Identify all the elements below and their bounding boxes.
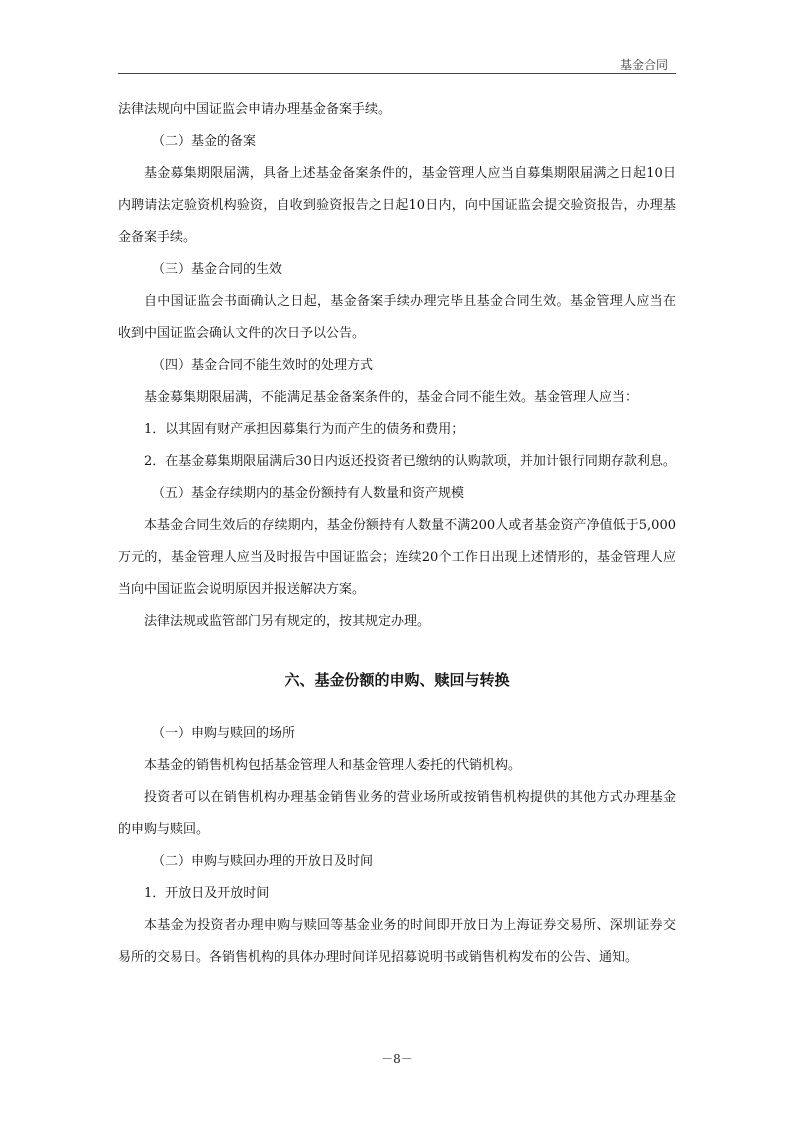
header-divider (118, 73, 676, 74)
paragraph: 1．开放日及开放时间 (144, 886, 270, 901)
paragraph: 本基金的销售机构包括基金管理人和基金管理人委托的代销机构。 (144, 758, 522, 773)
paragraph: 法律法规或监管部门另有规定的，按其规定办理。 (144, 614, 431, 629)
subsection-heading: （四）基金合同不能生效时的处理方式 (152, 358, 374, 373)
paragraph: 投资者可以在销售机构办理基金销售业务的营业场所或按销售机构提供的其他方式办理基金的申购与赎回。 (118, 790, 676, 837)
section-heading: 六、基金份额的申购、赎回与转换 (284, 671, 510, 689)
paragraph: 基金募集期限届满，具备上述基金备案条件的，基金管理人应当自募集期限届满之日起10日内聘请法定验资机构验资，自收到验资报告之日起10日内，向中国证监会提交验资报告，办理基金备案手续。 (118, 166, 676, 245)
subsection-heading: （五）基金存续期内的基金份额持有人数量和资产规模 (152, 486, 465, 501)
paragraph: 2．在基金募集期限届满后30日内返还投资者已缴纳的认购款项，并加计银行同期存款利息。 (144, 454, 676, 469)
running-header-title: 基金合同 (619, 58, 668, 72)
subsection-heading: （三）基金合同的生效 (152, 262, 283, 277)
subsection-heading: （二）申购与赎回办理的开放日及时间 (152, 854, 374, 869)
subsection-heading: （一）申购与赎回的场所 (152, 726, 296, 741)
paragraph: 自中国证监会书面确认之日起，基金备案手续办理完毕且基金合同生效。基金管理人应当在收到中国证监会确认文件的次日予以公告。 (118, 294, 676, 341)
paragraph: 法律法规向中国证监会申请办理基金备案手续。 (118, 102, 392, 117)
page-number: －8－ (381, 1052, 413, 1066)
paragraph: 本基金合同生效后的存续期内，基金份额持有人数量不满200人或者基金资产净值低于5,000万元的，基金管理人应当及时报告中国证监会；连续20个工作日出现上述情形的，基金管理人应当向中国证监会说明原因并报送解决方案。 (118, 518, 676, 597)
paragraph: 本基金为投资者办理申购与赎回等基金业务的时间即开放日为上海证券交易所、深圳证券交易所的交易日。各销售机构的具体办理时间详见招募说明书或销售机构发布的公告、通知。 (118, 918, 676, 965)
paragraph: 基金募集期限届满，不能满足基金备案条件的，基金合同不能生效。基金管理人应当： (144, 390, 639, 405)
section-five-continuation (118, 94, 676, 638)
document-body (118, 94, 676, 974)
subsection-heading: （二）基金的备案 (152, 134, 257, 149)
section-six-body (118, 718, 676, 974)
paragraph: 1．以其固有财产承担因募集行为而产生的债务和费用； (144, 422, 465, 437)
